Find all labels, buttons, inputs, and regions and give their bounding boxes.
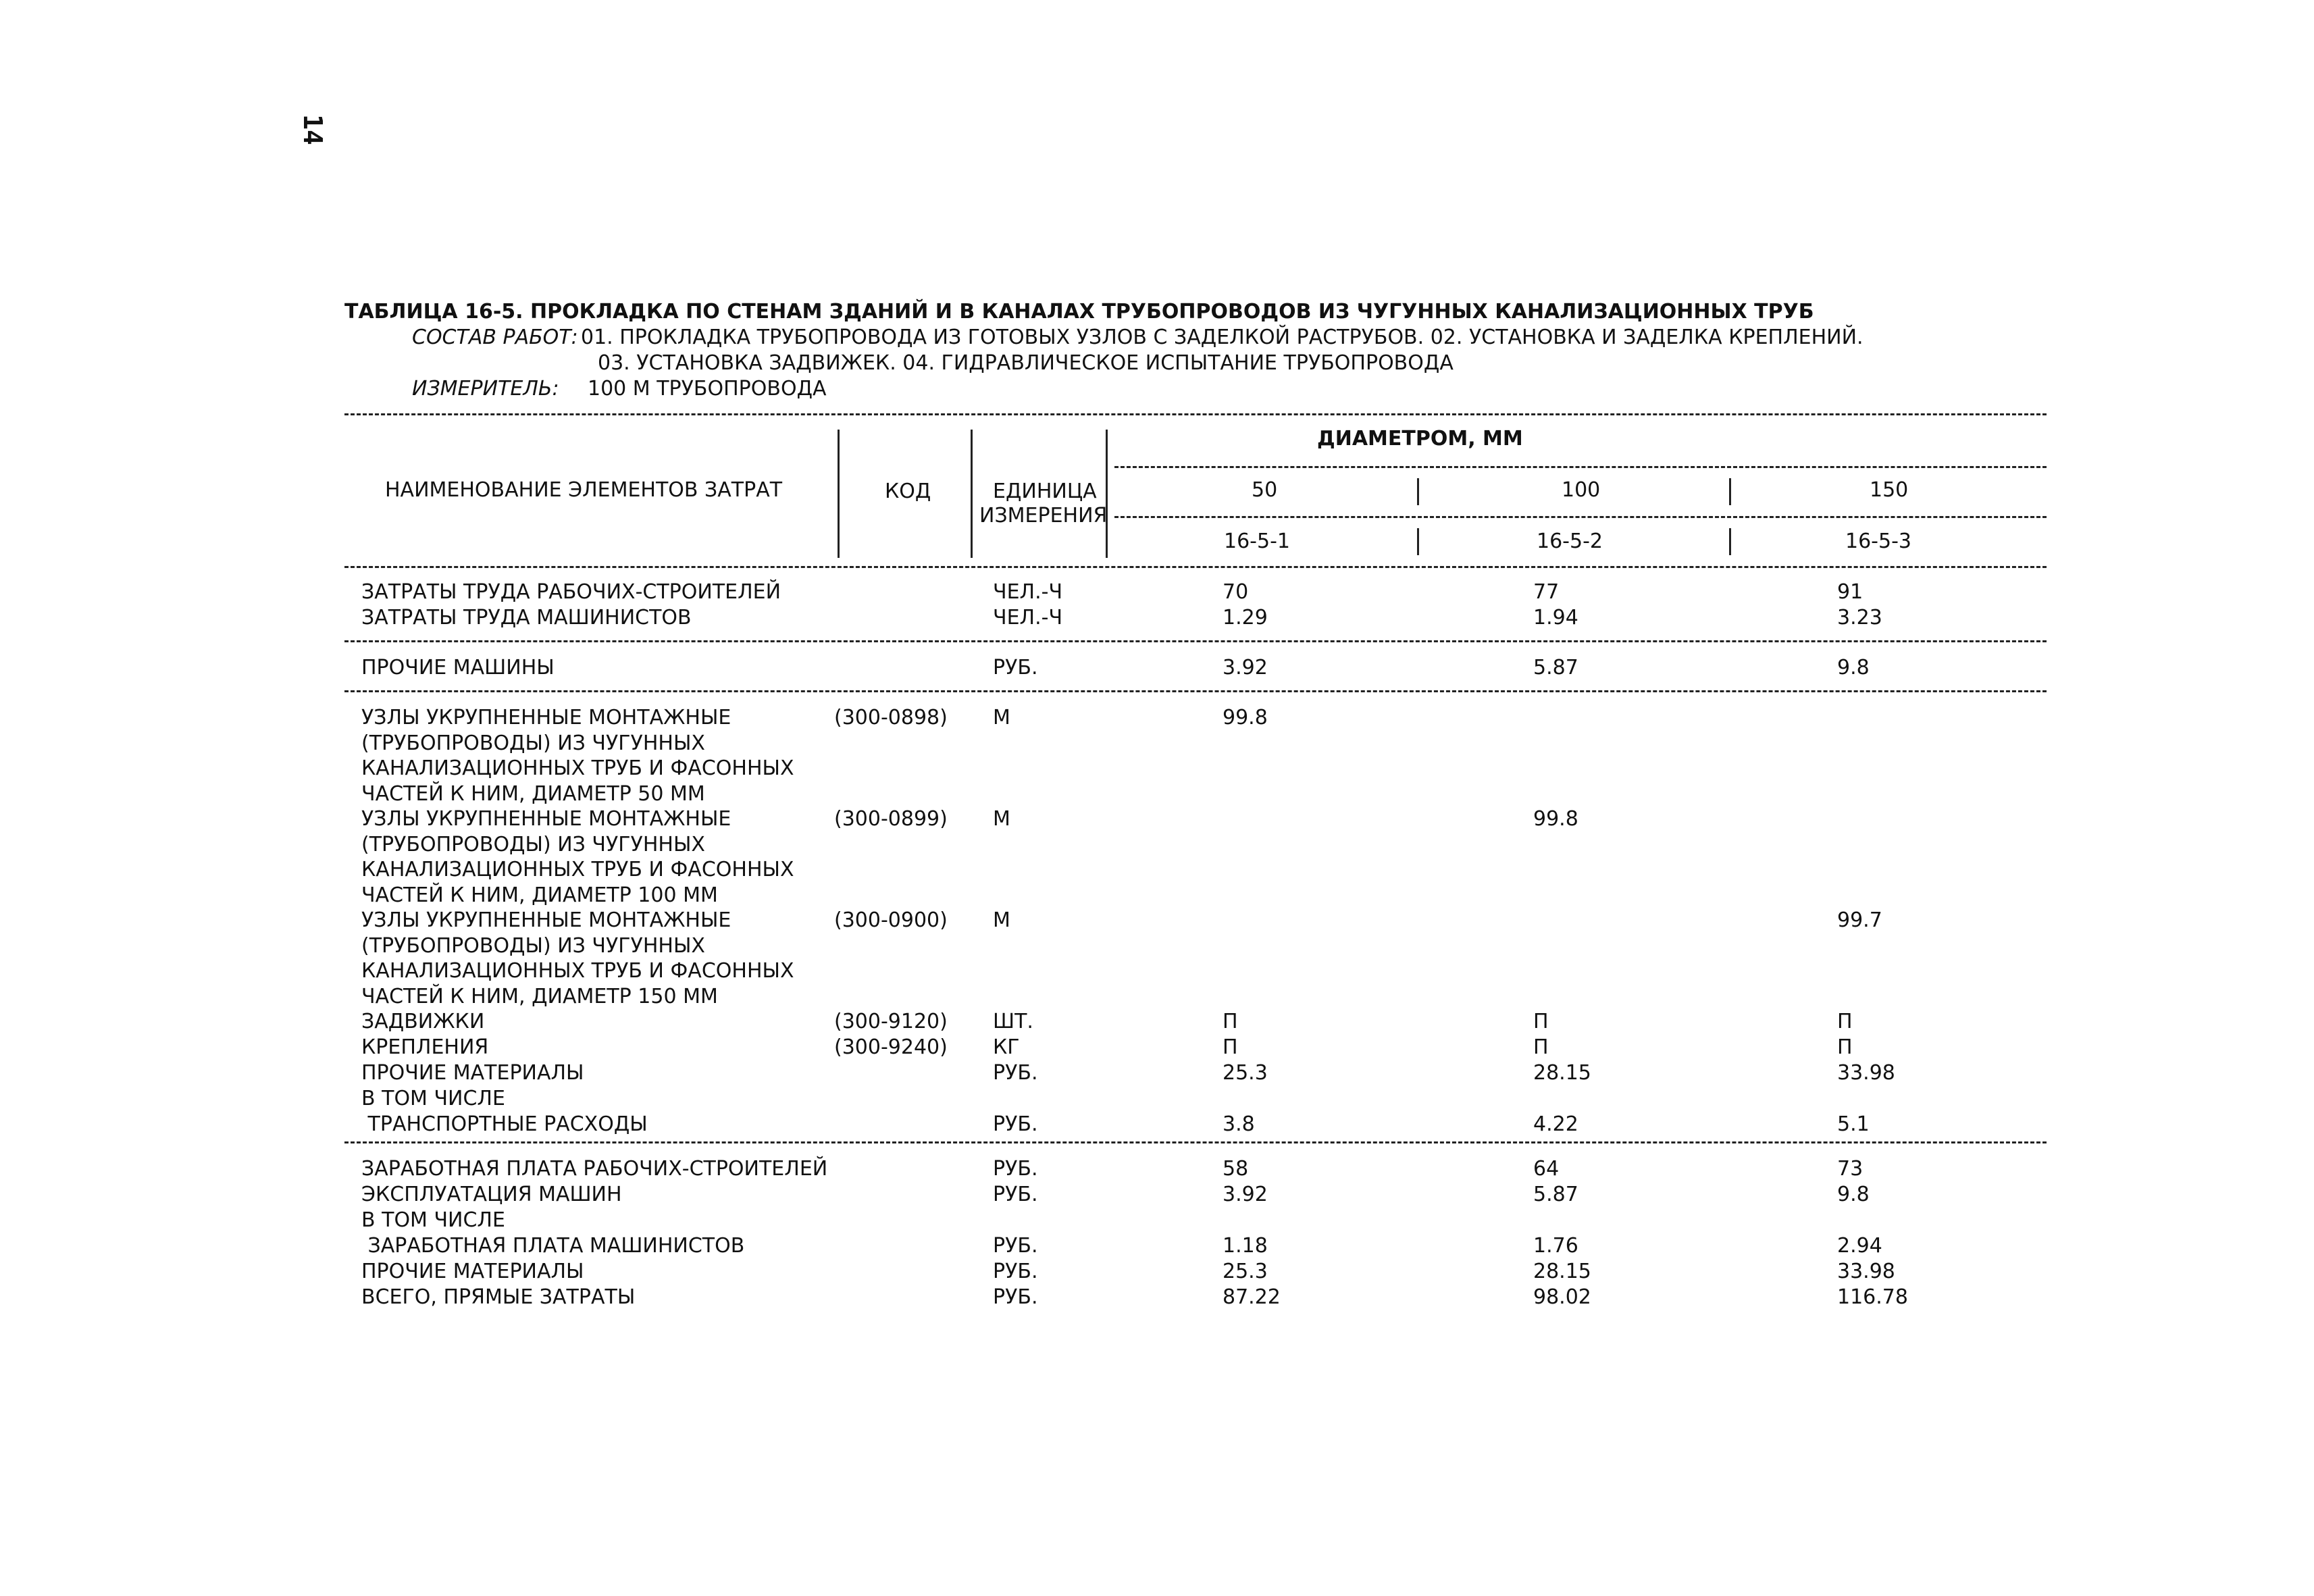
- rule-diameter-values: [1114, 516, 2047, 518]
- izmeritel-value: 100 М ТРУБОПРОВОДА: [588, 377, 827, 401]
- row-name: ПРОЧИЕ МАТЕРИАЛЫ: [361, 1061, 584, 1085]
- row-value-d50: 70: [1223, 580, 1249, 604]
- row-value-d150: П: [1837, 1035, 1853, 1059]
- sostav-line-1: 01. ПРОКЛАДКА ТРУБОПРОВОДА ИЗ ГОТОВЫХ УЗЛОВ С ЗАДЕЛКОЙ РАСТРУБОВ. 02. УСТАНОВКА И ЗАДЕЛКА КРЕПЛЕНИЙ.: [581, 326, 1863, 349]
- row-code: (300-9120): [834, 1010, 948, 1033]
- row-value-d50: 3.92: [1223, 1183, 1268, 1206]
- row-value-d50: 25.3: [1223, 1061, 1268, 1085]
- row-name: ПРОЧИЕ МАШИНЫ: [361, 656, 555, 679]
- row-unit: РУБ.: [993, 1183, 1038, 1206]
- row-name: ЭКСПЛУАТАЦИЯ МАШИН: [361, 1183, 622, 1206]
- row-unit: РУБ.: [993, 1260, 1038, 1283]
- rule-materials: [344, 1141, 2047, 1143]
- row-value-d100: 28.15: [1533, 1061, 1591, 1085]
- header-d2: 100: [1562, 478, 1601, 502]
- sostav-line-2: 03. УСТАНОВКА ЗАДВИЖЕК. 04. ГИДРАВЛИЧЕСКОЕ ИСПЫТАНИЕ ТРУБОПРОВОДА: [598, 351, 1454, 375]
- row-value-d50: П: [1223, 1010, 1238, 1033]
- row-value-d150: 116.78: [1837, 1285, 1908, 1309]
- row-value-d150: 99.7: [1837, 908, 1882, 932]
- row-name: ТРАНСПОРТНЫЕ РАСХОДЫ: [361, 1112, 648, 1136]
- row-name: УЗЛЫ УКРУПНЕННЫЕ МОНТАЖНЫЕ (ТРУБОПРОВОДЫ) ИЗ ЧУГУННЫХ КАНАЛИЗАЦИОННЫХ ТРУБ И ФАСОННЫХ ЧАСТЕЙ К НИМ, ДИАМЕТР 50 ММ: [361, 706, 794, 806]
- header-name: НАИМЕНОВАНИЕ ЭЛЕМЕНТОВ ЗАТРАТ: [385, 478, 783, 502]
- row-value-d100: П: [1533, 1035, 1549, 1059]
- row-value-d100: 1.94: [1533, 606, 1578, 629]
- vbar-4: [1417, 478, 1419, 505]
- header-unit-1: ЕДИНИЦА: [993, 480, 1097, 503]
- header-unit-2: ИЗМЕРЕНИЯ: [979, 504, 1108, 527]
- row-value-d150: П: [1837, 1010, 1853, 1033]
- header-diameter: ДИАМЕТРОМ, ММ: [1317, 427, 1523, 451]
- rule-labor: [344, 640, 2047, 642]
- row-name: ПРОЧИЕ МАТЕРИАЛЫ: [361, 1260, 584, 1283]
- row-unit: РУБ.: [993, 1112, 1038, 1136]
- row-unit: ЧЕЛ.-Ч: [993, 606, 1063, 629]
- row-value-d150: 2.94: [1837, 1234, 1882, 1258]
- row-unit: ШТ.: [993, 1010, 1033, 1033]
- row-value-d100: 1.76: [1533, 1234, 1578, 1258]
- row-value-d100: 5.87: [1533, 656, 1578, 679]
- header-d3: 150: [1870, 478, 1909, 502]
- row-value-d50: 25.3: [1223, 1260, 1268, 1283]
- row-code: (300-0898): [834, 706, 948, 729]
- row-name: ЗАРАБОТНАЯ ПЛАТА МАШИНИСТОВ: [361, 1234, 745, 1258]
- izmeritel-label-text: ИЗМЕРИТЕЛЬ:: [412, 377, 559, 401]
- rule-header-bottom: [344, 566, 2047, 568]
- row-unit: КГ: [993, 1035, 1020, 1059]
- row-name: В ТОМ ЧИСЛЕ: [361, 1208, 505, 1232]
- row-value-d50: 99.8: [1223, 706, 1268, 729]
- rule-top: [344, 413, 2047, 415]
- row-code: (300-0899): [834, 807, 948, 831]
- row-name: УЗЛЫ УКРУПНЕННЫЕ МОНТАЖНЫЕ (ТРУБОПРОВОДЫ) ИЗ ЧУГУННЫХ КАНАЛИЗАЦИОННЫХ ТРУБ И ФАСОННЫХ ЧАСТЕЙ К НИМ, ДИАМЕТР 150 ММ: [361, 908, 794, 1008]
- header-k1: 16-5-1: [1224, 530, 1290, 553]
- row-name: ЗАДВИЖКИ: [361, 1010, 485, 1033]
- row-code: (300-0900): [834, 908, 948, 932]
- row-name: ЗАТРАТЫ ТРУДА РАБОЧИХ-СТРОИТЕЛЕЙ: [361, 580, 781, 604]
- vbar-5: [1729, 478, 1731, 505]
- row-value-d100: 77: [1533, 580, 1560, 604]
- row-value-d100: 5.87: [1533, 1183, 1578, 1206]
- rule-machines: [344, 690, 2047, 692]
- row-value-d50: 58: [1223, 1157, 1249, 1181]
- row-value-d50: 3.8: [1223, 1112, 1255, 1136]
- row-name: ЗАРАБОТНАЯ ПЛАТА РАБОЧИХ-СТРОИТЕЛЕЙ: [361, 1157, 828, 1181]
- row-name: КРЕПЛЕНИЯ: [361, 1035, 489, 1059]
- izmeritel-label: [412, 377, 559, 401]
- row-value-d150: 73: [1837, 1157, 1863, 1181]
- row-value-d50: 1.18: [1223, 1234, 1268, 1258]
- row-unit: ЧЕЛ.-Ч: [993, 580, 1063, 604]
- row-unit: М: [993, 908, 1010, 932]
- row-value-d50: 87.22: [1223, 1285, 1281, 1309]
- row-name: ЗАТРАТЫ ТРУДА МАШИНИСТОВ: [361, 606, 692, 629]
- row-unit: РУБ.: [993, 1234, 1038, 1258]
- vbar-6: [1417, 528, 1419, 555]
- row-value-d150: 3.23: [1837, 606, 1882, 629]
- vbar-3: [1106, 430, 1108, 558]
- header-k2: 16-5-2: [1537, 530, 1603, 553]
- row-name: УЗЛЫ УКРУПНЕННЫЕ МОНТАЖНЫЕ (ТРУБОПРОВОДЫ) ИЗ ЧУГУННЫХ КАНАЛИЗАЦИОННЫХ ТРУБ И ФАСОННЫХ ЧАСТЕЙ К НИМ, ДИАМЕТР 100 ММ: [361, 807, 794, 907]
- row-value-d150: 5.1: [1837, 1112, 1870, 1136]
- row-value-d150: 91: [1837, 580, 1863, 604]
- row-name: В ТОМ ЧИСЛЕ: [361, 1087, 505, 1110]
- row-value-d100: П: [1533, 1010, 1549, 1033]
- header-k3: 16-5-3: [1845, 530, 1911, 553]
- row-unit: РУБ.: [993, 1061, 1038, 1085]
- row-unit: РУБ.: [993, 1157, 1038, 1181]
- row-unit: РУБ.: [993, 1285, 1038, 1309]
- table-title: ТАБЛИЦА 16-5. ПРОКЛАДКА ПО СТЕНАМ ЗДАНИЙ И В КАНАЛАХ ТРУБОПРОВОДОВ ИЗ ЧУГУННЫХ КАНАЛИЗАЦИОННЫХ ТРУБ: [344, 300, 1814, 324]
- row-value-d100: 98.02: [1533, 1285, 1591, 1309]
- row-value-d150: 33.98: [1837, 1260, 1895, 1283]
- row-name: ВСЕГО, ПРЯМЫЕ ЗАТРАТЫ: [361, 1285, 636, 1309]
- row-value-d150: 33.98: [1837, 1061, 1895, 1085]
- row-value-d50: П: [1223, 1035, 1238, 1059]
- row-value-d150: 9.8: [1837, 1183, 1870, 1206]
- header-d1: 50: [1252, 478, 1278, 502]
- row-value-d100: 99.8: [1533, 807, 1578, 831]
- rule-diameter: [1114, 466, 2047, 468]
- page-number: 14: [297, 114, 328, 145]
- row-unit: М: [993, 706, 1010, 729]
- row-value-d100: 64: [1533, 1157, 1560, 1181]
- vbar-7: [1729, 528, 1731, 555]
- row-value-d100: 28.15: [1533, 1260, 1591, 1283]
- row-code: (300-9240): [834, 1035, 948, 1059]
- row-value-d50: 3.92: [1223, 656, 1268, 679]
- sostav-label-text: СОСТАВ РАБОТ:: [412, 326, 578, 349]
- header-code: КОД: [885, 480, 931, 503]
- row-value-d50: 1.29: [1223, 606, 1268, 629]
- sostav-label: [412, 326, 578, 349]
- row-value-d150: 9.8: [1837, 656, 1870, 679]
- vbar-2: [971, 430, 973, 558]
- row-unit: М: [993, 807, 1010, 831]
- vbar-1: [838, 430, 840, 558]
- row-value-d100: 4.22: [1533, 1112, 1578, 1136]
- row-unit: РУБ.: [993, 656, 1038, 679]
